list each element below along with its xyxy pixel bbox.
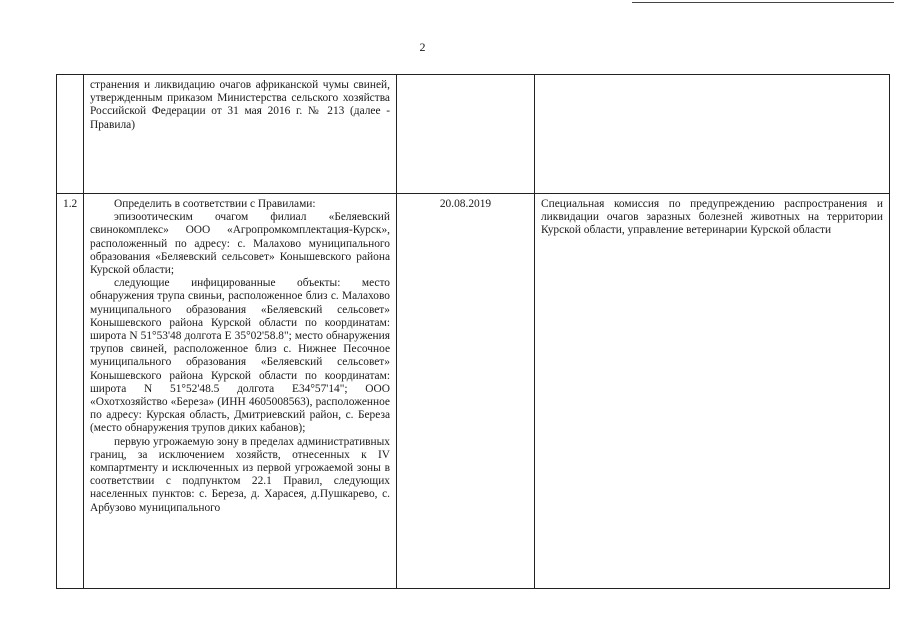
responsible-cell xyxy=(535,75,890,194)
row-number xyxy=(57,75,84,194)
table-row xyxy=(57,194,890,589)
date-cell: 20.08.2019 xyxy=(397,194,535,589)
measure-text: странения и ликвидацию очагов африканской чумы свиней, утвержденным приказом Министерства сельского хозяйства Российской Федерации от 31 мая 2016 г. № 213 (далее - Правила) xyxy=(90,79,390,131)
measure-paragraph: эпизоотическим очагом филиал «Беляевский свинокомплекс» ООО «Агропромкомплектация-Курск», расположенный по адресу: с. Малахово муниципального образования «Беляевский сельсовет» Конышевского района Курской области; xyxy=(90,211,390,277)
measure-cell xyxy=(84,194,397,589)
table-row xyxy=(57,75,890,194)
header-rule xyxy=(632,2,894,3)
page-number: 2 xyxy=(419,40,426,54)
measure-paragraph: первую угрожаемую зону в пределах административных границ, за исключением хозяйств, отнесенных к IV компартменту и исключенных из первой угрожаемой зоны в соответствии с подпунктом 22.1 Правил, следующих населенных пунктов: с. Береза, д. Харасея, д.Пушкарево, с. Арбузово муниципального xyxy=(90,435,390,514)
measure-cell xyxy=(84,75,397,194)
measures-table xyxy=(56,74,890,589)
measure-heading: Определить в соответствии с Правилами: xyxy=(114,198,316,210)
row-number: 1.2 xyxy=(57,194,84,589)
responsible-cell: Специальная комиссия по предупреждению распространения и ликвидации очагов заразных болезней животных на территории Курской области, управление ветеринарии Курской области xyxy=(535,194,890,589)
date-cell xyxy=(397,75,535,194)
measure-paragraph: следующие инфицированные объекты: место обнаружения трупа свиньи, расположенное близ с. Малахово муниципального образования «Беляевский сельсовет» Конышевского района Курской области по координатам: широта N 51°53'48 долгота E 35°02'58.8"; место обнаружения трупов свиней, расположенное близ с. Нижнее Песочное муниципального образования «Беляевский сельсовет» Конышевского района Курской области по координатам: широта N 51°52'48.5 долгота E34°57'14"; ООО «Охотхозяйство «Береза» (ИНН 4605008563), расположенное по адресу: Курская область, Дмитриевский район, с. Береза (место обнаружения трупов диких кабанов); xyxy=(90,277,390,435)
